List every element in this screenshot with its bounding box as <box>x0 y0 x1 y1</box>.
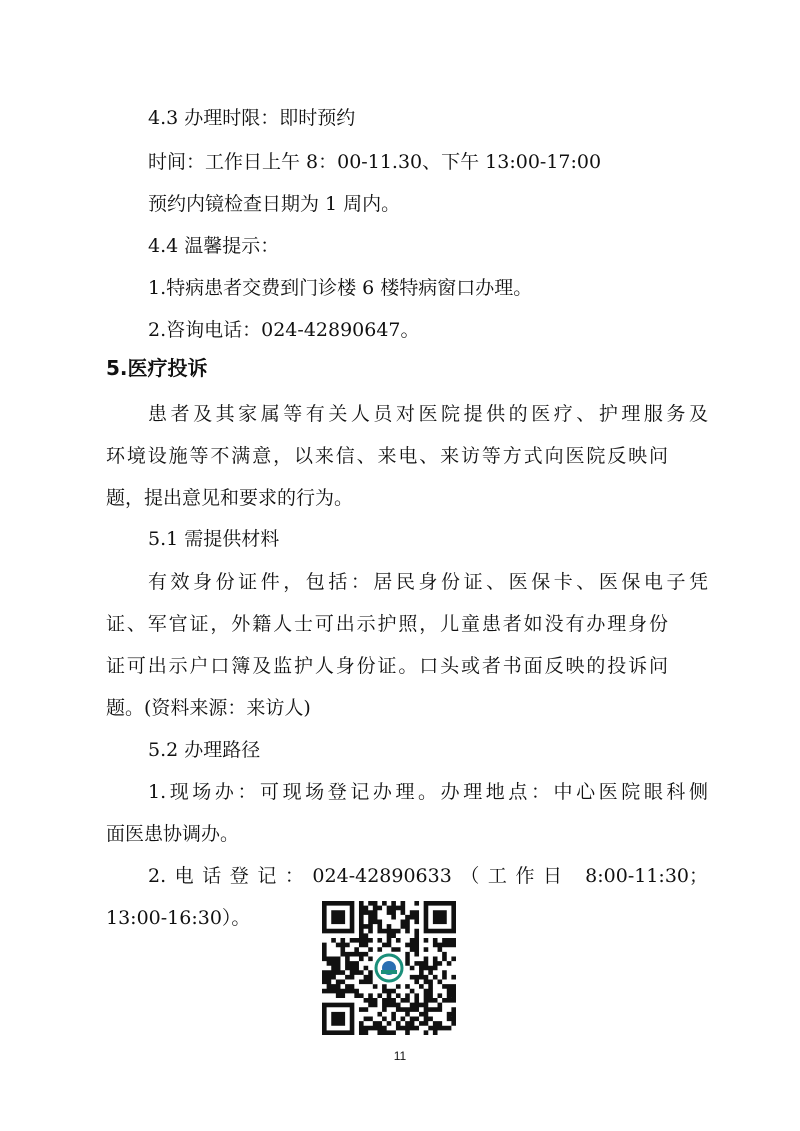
section-4-3-title: 4.3 办理时限：即时预约 <box>148 107 356 129</box>
qr-code[interactable] <box>322 901 456 1035</box>
materials-line-1: 有效身份证件，包括：居民身份证、医保卡、医保电子凭 <box>148 571 708 593</box>
tip-item-2: 2.咨询电话：024-42890647。 <box>148 319 420 341</box>
section-5-1-title: 5.1 需提供材料 <box>148 528 280 550</box>
intro-line-3: 题，提出意见和要求的行为。 <box>106 487 354 509</box>
qr-code-graphic <box>322 901 456 1035</box>
section-4-4-title: 4.4 温馨提示： <box>148 235 280 257</box>
path-line-3: 2.电话登记：024-42890633（工作日 8:00-11:30； <box>148 865 708 887</box>
page-number: 11 <box>393 1049 407 1063</box>
section-5-2-title: 5.2 办理路径 <box>148 739 261 761</box>
intro-line-2: 环境设施等不满意，以来信、来电、来访等方式向医院反映问 <box>106 445 668 467</box>
path-line-1: 1.现场办：可现场登记办理。办理地点：中心医院眼科侧 <box>148 781 708 803</box>
materials-line-2: 证、军官证，外籍人士可出示护照，儿童患者如没有办理身份 <box>106 613 668 635</box>
tip-item-1: 1.特病患者交费到门诊楼 6 楼特病窗口办理。 <box>148 277 533 299</box>
materials-line-4: 题。(资料来源：来访人) <box>106 697 311 719</box>
section-5-heading: 5.医疗投诉 <box>106 356 208 380</box>
intro-line-1: 患者及其家属等有关人员对医院提供的医疗、护理服务及 <box>148 403 708 425</box>
endoscopy-notice: 预约内镜检查日期为 1 周内。 <box>148 193 401 215</box>
path-line-2: 面医患协调办。 <box>106 823 240 845</box>
appointment-hours: 时间：工作日上午 8：00-11.30、下午 13:00-17:00 <box>148 151 602 173</box>
materials-line-3: 证可出示户口簿及监护人身份证。口头或者书面反映的投诉问 <box>106 655 668 677</box>
path-line-4: 13:00-16:30）。 <box>106 907 251 929</box>
